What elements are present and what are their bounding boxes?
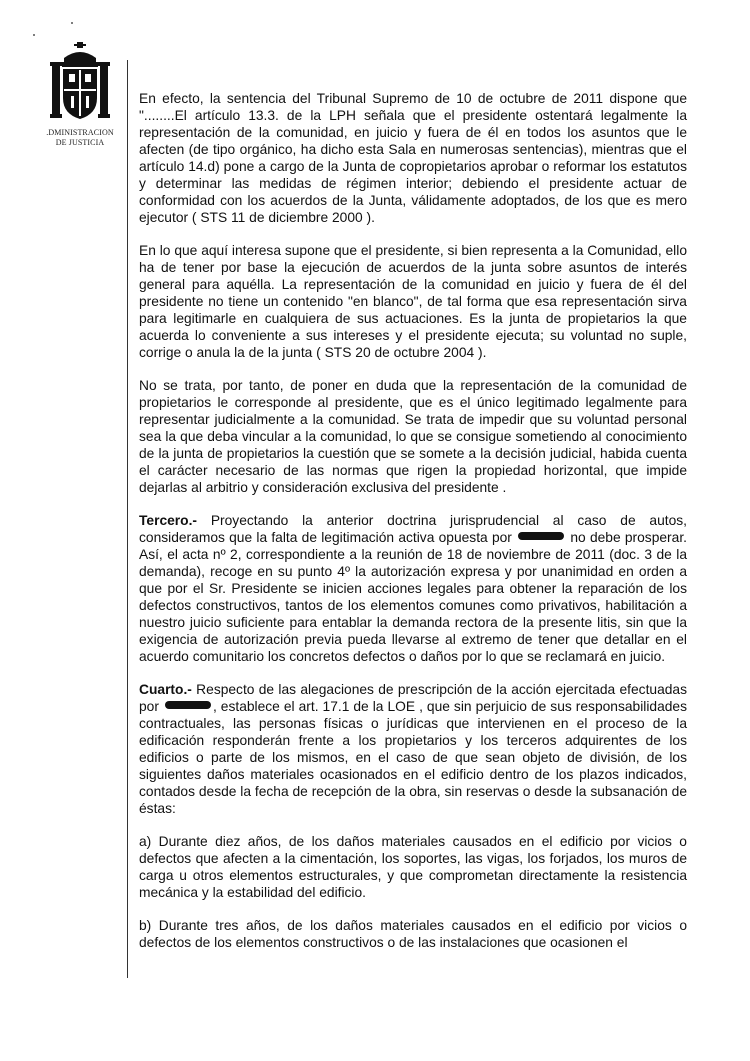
paragraph-text: , establece el art. 17.1 de la LOE , que sin perjuicio de sus responsabilidades contractuales, las personas físicas o jurídicas que intervienen en el proceso de la edificación responderán frente a los propietarios y los terceros adquirentes de los edificios o parte de los mismos, en el caso de que sean objeto de división, de los siguientes daños materiales ocasionados en el edificio dentro de los plazos indicados, contados desde la fecha de recepción de la obra, sin reservas o desde la subsanación de éstas: bbox=[139, 699, 687, 816]
paragraph: En lo que aquí interesa supone que el presidente, si bien representa a la Comunidad, ello ha de tener por base la ejecución de acuerdos de la junta sobre asuntos de interés general para aquélla. La representación de la comunidad en juicio y fuera de él del presidente no tiene un contenido "en blanco", de tal forma que esa representación sirva para legitimarle en cualquiera de sus actuaciones. Es la junta de propietarios la que acuerda lo conveniente a sus intereses y el presidente ejecuta; su voluntad no suple, corrige o anula la de la junta ( STS 20 de octubre 2004 ). bbox=[139, 243, 687, 360]
redaction-mark bbox=[165, 701, 211, 709]
paragraph: b) Durante tres años, de los daños materiales causados en el edificio por vicios o defectos de los elementos constructivos o de las instalaciones que ocasionen el bbox=[139, 918, 687, 950]
paragraph: En efecto, la sentencia del Tribunal Supremo de 10 de octubre de 2011 dispone que "........El artículo 13.3. de la LPH señala que el presidente ostentará legalmente la representación de la comunidad, en juicio y fuera de él en todos los asuntos que le afecten (de tipo orgánico, ha dicho esta Sala en numerosas sentencias), mientras que el artículo 14.d) pone a cargo de la Junta de copropietarios aprobar o reformar los estatutos y determinar las medidas de régimen interior; debiendo el presidente actuar de conformidad con los acuerdos de la Junta, válidamente adoptados, de los que es mero ejecutor ( STS 11 de diciembre 2000 ). bbox=[139, 91, 687, 225]
scan-speck bbox=[71, 22, 73, 24]
paragraph: a) Durante diez años, de los daños materiales causados en el edificio por vicios o defectos que afecten a la cimentación, los soportes, las vigas, los forjados, los muros de carga u otros elementos estructurales, y que comprometan directamente la resistencia mecánica y la estabilidad del edificio. bbox=[139, 834, 687, 900]
paragraph: No se trata, por tanto, de poner en duda que la representación de la comunidad de propietarios le corresponde al presidente, que es el único legitimado legalmente para representar judicialmente a la comunidad. Se trata de impedir que su voluntad personal sea la que deba vincular a la comunidad, lo que se consigue sometiendo al conocimiento de la junta de propietarios la cuestión que se somete a la decisión judicial, habida cuenta el carácter necesario de las normas que rigen la propiedad horizontal, que impide dejarlas al arbitrio y consideración exclusiva del presidente . bbox=[139, 378, 687, 495]
margin-rule bbox=[127, 60, 128, 978]
section-heading: Tercero.- bbox=[139, 513, 198, 528]
letterhead-line-2: DE JUSTICIA bbox=[55, 138, 105, 147]
paragraph-cuarto bbox=[139, 681, 687, 817]
scan-speck bbox=[33, 34, 35, 36]
section-heading: Cuarto.- bbox=[139, 682, 192, 697]
spanish-coat-of-arms-icon bbox=[50, 42, 110, 122]
letterhead bbox=[38, 42, 122, 148]
document-body bbox=[139, 90, 687, 967]
letterhead-line-1: .DMINISTRACION bbox=[46, 128, 114, 137]
paragraph-text: no debe prosperar. Así, el acta nº 2, correspondiente a la reunión de 18 de noviembre de 2011 (doc. 3 de la demanda), recoge en su punto 4º la autorización expresa y por unanimidad en orden a que por el Sr. Presidente se inicien acciones legales para obtener la reparación de los defectos constructivos, tantos de los elementos comunes como privativos, habilitación a nuestro juicio suficiente para entablar la demanda rectora de la presente litis, sin que la exigencia de autorización previa pueda llevarse al extremo de tener que detallar en el acuerdo comunitario los concretos defectos o daños por lo que se reclamará en juicio. bbox=[139, 530, 687, 664]
paragraph-text: Respecto de las alegaciones de prescripción de la acción ejercitada efectuadas por bbox=[139, 682, 687, 714]
redaction-mark bbox=[518, 532, 564, 540]
paragraph-tercero bbox=[139, 512, 687, 665]
paragraph-text: Proyectando la anterior doctrina jurisprudencial al caso de autos, consideramos que la falta de legitimación activa opuesta por bbox=[139, 513, 687, 545]
